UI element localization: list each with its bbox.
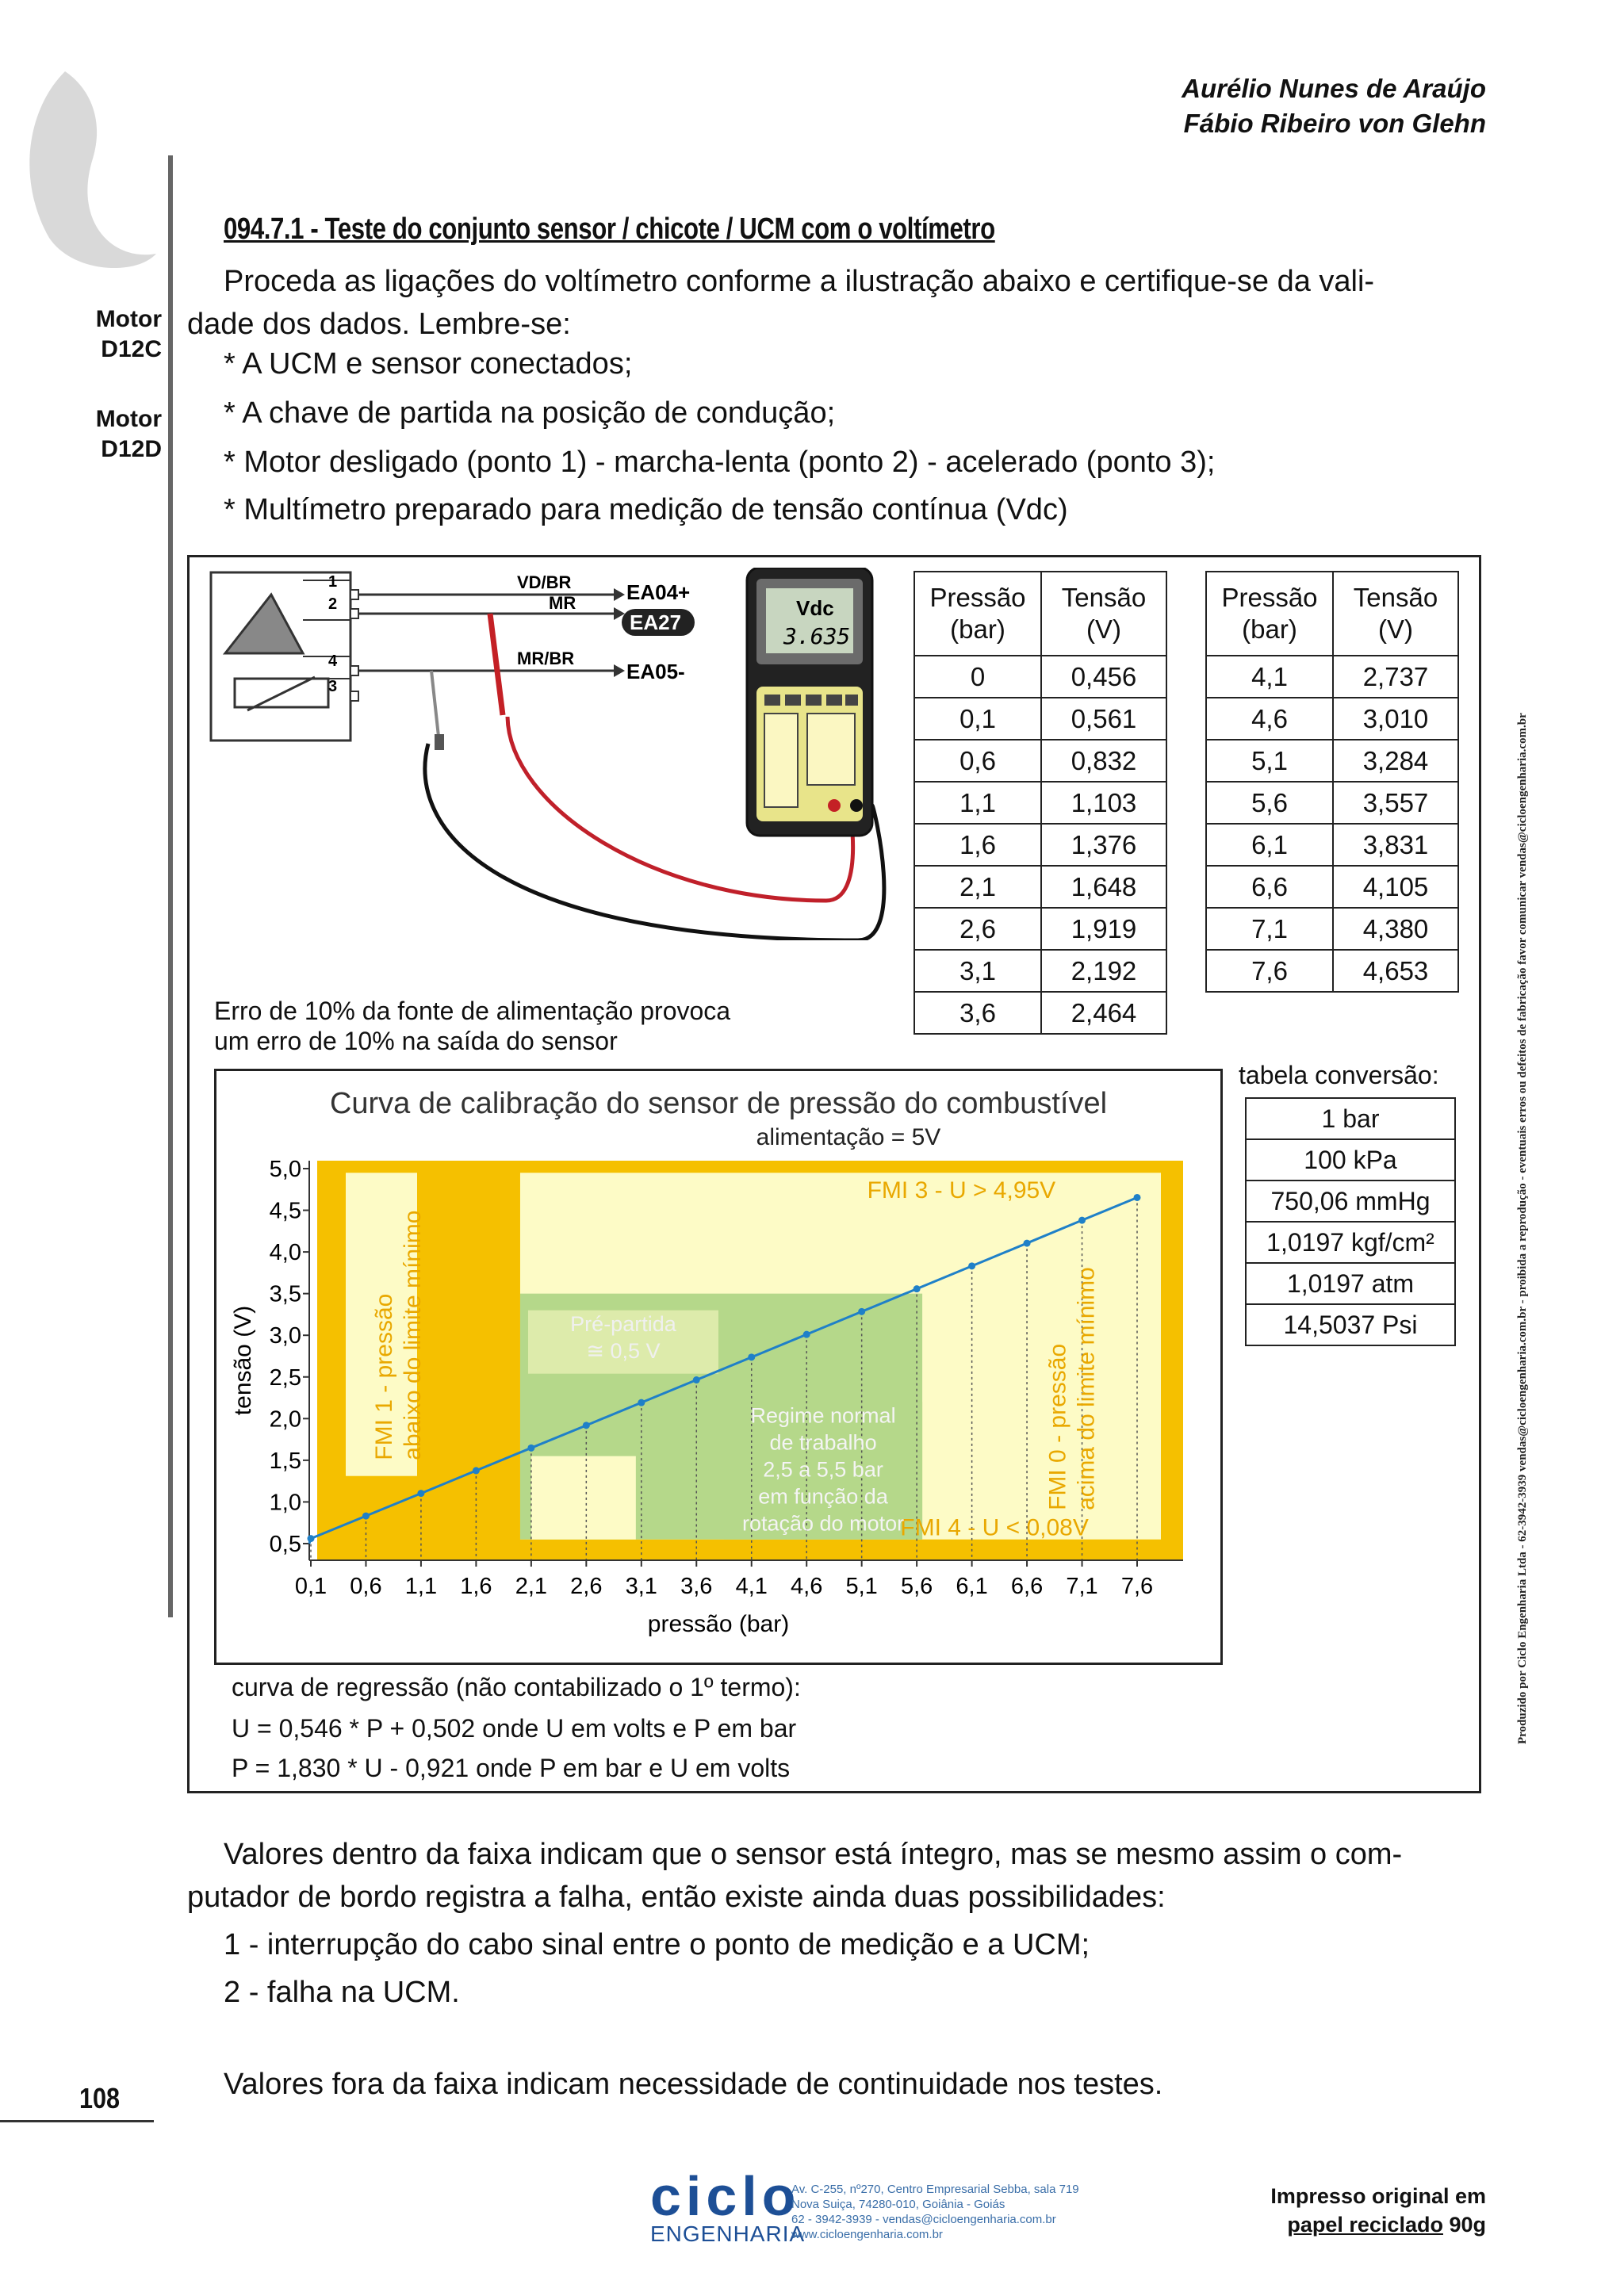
pin-label: 4: [328, 652, 338, 670]
regression-title: curva de regressão (não contabilizado o 1º termo):: [232, 1673, 801, 1701]
data-point: [362, 1513, 370, 1520]
body-paragraph: Valores dentro da faixa indicam que o sensor está íntegro, mas se mesmo assim o com-: [224, 1838, 1403, 1871]
logo-word: ciclo: [650, 2165, 801, 2227]
body-paragraph: putador de bordo registra a falha, então existe ainda duas possibilidades:: [187, 1881, 1166, 1914]
body-list-item: 2 - falha na UCM.: [224, 1976, 460, 2009]
y-axis-label: tensão (V): [230, 1305, 256, 1416]
x-tick-label: 3,1: [625, 1574, 657, 1599]
x-tick-label: 6,6: [1010, 1574, 1044, 1599]
prepartida-label: Pré-partida ≅ 0,5 V: [570, 1311, 676, 1363]
table-row: 0 0,456: [914, 656, 1166, 698]
checklist-item: * A UCM e sensor conectados;: [224, 347, 633, 381]
checklist-item: * A chave de partida na posição de condução;: [224, 396, 836, 430]
y-tick-label: 2,0: [269, 1406, 301, 1433]
y-tick-label: 3,0: [269, 1323, 301, 1349]
author-name: Fábio Ribeiro von Glehn: [1183, 109, 1486, 138]
table-pressure-voltage-low: [914, 571, 1167, 1035]
x-tick-label: 6,1: [956, 1574, 988, 1599]
wire-label: MR: [549, 593, 576, 613]
wire-label: VD/BR: [517, 572, 572, 592]
x-tick-label: 7,1: [1066, 1574, 1098, 1599]
pin-label: 3: [328, 678, 338, 695]
regression-equation: U = 0,546 * P + 0,502 onde U em volts e P em bar: [232, 1714, 797, 1743]
x-tick-label: 7,6: [1120, 1574, 1154, 1599]
table-row: 6,1 3,831: [1206, 824, 1458, 866]
chart-title: Curva de calibração do sensor de pressão do combustível: [329, 1087, 1108, 1120]
chart-subtitle: alimentação = 5V: [756, 1124, 941, 1150]
column-header: Pressão (bar): [1206, 572, 1333, 656]
regression-equation: P = 1,830 * U - 0,921 onde P em bar e U em volts: [232, 1754, 791, 1782]
fmi4-label: FMI 4 - U < 0,08V: [900, 1514, 1089, 1541]
copyright-vertical-note: Produzido por Ciclo Engenharia Ltda - 62-3942-3939 vendas@cicloengenharia.com.br - proibida a reprodução - eventuais erros ou defeitos de fabricação favor comunicar vendas@cicloengenharia.com.br: [1516, 713, 1529, 1744]
checklist-item: * Motor desligado (ponto 1) - marcha-lenta (ponto 2) - acelerado (ponto 3);: [224, 446, 1216, 479]
data-point: [803, 1331, 810, 1338]
fmi0-label: FMI 0 - pressão acima do limite mínimo: [1044, 1267, 1100, 1510]
y-tick-label: 4,5: [269, 1198, 301, 1224]
data-point: [638, 1399, 645, 1406]
data-point: [1024, 1240, 1031, 1247]
x-tick-label: 1,1: [404, 1574, 438, 1599]
x-tick-label: 2,1: [515, 1574, 548, 1599]
publisher-logo-mark: [17, 63, 176, 277]
signal-tag: EA05-: [626, 660, 685, 683]
x-tick-label: 0,6: [350, 1574, 382, 1599]
table-row: 2,1 1,648: [914, 866, 1166, 908]
column-header: Tensão (V): [1333, 572, 1458, 656]
table-row: 7,6 4,653: [1206, 950, 1458, 992]
data-point: [417, 1490, 424, 1497]
data-point: [527, 1445, 534, 1452]
x-tick-label: 2,6: [570, 1574, 603, 1599]
wire-label: MR/BR: [517, 649, 575, 668]
table-row: 0,6 0,832: [914, 740, 1166, 782]
y-tick-label: 5,0: [269, 1157, 301, 1182]
y-tick-label: 1,5: [269, 1448, 301, 1474]
checklist-item: * Multímetro preparado para medição de tensão contínua (Vdc): [224, 493, 1068, 526]
table-row: 1,6 1,376: [914, 824, 1166, 866]
table-row: 0,1 0,561: [914, 698, 1166, 740]
table-row: 100 kPa: [1246, 1139, 1455, 1181]
table-row: 2,6 1,919: [914, 908, 1166, 950]
table-row: 7,1 4,380: [1206, 908, 1458, 950]
body-paragraph: Valores fora da faixa indicam necessidade de continuidade nos testes.: [224, 2068, 1163, 2101]
signal-tag: EA27: [630, 610, 682, 634]
meter-unit: Vdc: [796, 596, 834, 620]
y-tick-label: 1,0: [269, 1490, 301, 1516]
column-header: Pressão (bar): [914, 572, 1041, 656]
data-point: [1078, 1217, 1086, 1224]
table-row: 4,1 2,737: [1206, 656, 1458, 698]
page-number: 108: [79, 2082, 121, 2114]
y-tick-label: 4,0: [269, 1240, 301, 1266]
logo-subtitle: ENGENHARIA: [650, 2221, 806, 2246]
data-point: [693, 1376, 700, 1383]
data-point: [583, 1422, 590, 1429]
table-row: 1,0197 atm: [1246, 1263, 1455, 1304]
x-axis-label: pressão (bar): [647, 1611, 790, 1637]
section-title: 094.7.1 - Teste do conjunto sensor / chicote / UCM com o voltímetro: [224, 212, 995, 246]
page-number-rule: [0, 2120, 154, 2122]
data-point: [968, 1262, 975, 1269]
fmi1-label: FMI 1 - pressão abaixo do limite mínimo: [371, 1210, 426, 1460]
authors: [1182, 71, 1486, 141]
table-pressure-voltage-high: [1205, 571, 1459, 993]
signal-tag: EA04+: [626, 580, 691, 604]
intro-line: Proceda as ligações do voltímetro conforme a ilustração abaixo e certifique-se da vali-: [224, 265, 1375, 298]
data-point: [748, 1353, 755, 1360]
column-header: Tensão (V): [1041, 572, 1166, 656]
x-tick-label: 5,1: [845, 1574, 878, 1599]
red-probe: [490, 614, 503, 715]
pin-label: 1: [328, 573, 338, 591]
table-row: 3,6 2,464: [914, 992, 1166, 1034]
x-tick-label: 5,6: [900, 1574, 933, 1599]
table-row: 1 bar: [1246, 1098, 1455, 1139]
regime-label: Regime normal de trabalho 2,5 a 5,5 bar em função da rotação do motor: [741, 1403, 905, 1536]
intro-line: dade dos dados. Lembre-se:: [187, 308, 571, 341]
table-row: 5,1 3,284: [1206, 740, 1458, 782]
print-note: Impresso original em papel reciclado 90g: [1270, 2184, 1486, 2237]
table-row: 750,06 mmHg: [1246, 1181, 1455, 1222]
x-tick-label: 1,6: [460, 1574, 492, 1599]
x-tick-label: 4,6: [791, 1574, 823, 1599]
calibration-chart: [214, 1069, 1223, 1665]
table-row: 6,6 4,105: [1206, 866, 1458, 908]
data-point: [473, 1467, 480, 1474]
margin-rule: [168, 155, 173, 1617]
sidebar-motor-d12c: Motor D12C: [95, 306, 162, 362]
author-name: Aurélio Nunes de Araújo: [1182, 74, 1486, 103]
meter-reading: 3.635: [783, 623, 851, 649]
table-row: 14,5037 Psi: [1246, 1304, 1455, 1345]
conversion-table: [1245, 1097, 1456, 1346]
y-tick-label: 3,5: [269, 1281, 301, 1307]
table-row: 1,0197 kgf/cm²: [1246, 1222, 1455, 1263]
wiring-diagram: [208, 568, 921, 940]
table-row: 5,6 3,557: [1206, 782, 1458, 824]
x-tick-label: 0,1: [294, 1574, 327, 1599]
table-row: 3,1 2,192: [914, 950, 1166, 992]
footer-address: Av. C-255, nº270, Centro Empresarial Sebba, sala 719 Nova Suiça, 74280-010, Goiânia - Goiás 62 - 3942-3939 - vendas@cicloengenharia.com.br www.cicloengenharia.com.br: [791, 2183, 1079, 2241]
lower-valid-zone: [531, 1456, 636, 1540]
black-probe: [431, 671, 439, 744]
y-tick-label: 2,5: [269, 1364, 301, 1391]
y-tick-label: 0,5: [269, 1531, 301, 1557]
fmi3-label: FMI 3 - U > 4,95V: [867, 1177, 1056, 1203]
data-point: [308, 1535, 315, 1542]
footer-logo: [650, 2165, 806, 2247]
data-point: [914, 1285, 921, 1292]
sidebar-motor-d12d: Motor D12D: [95, 406, 162, 462]
x-tick-label: 3,6: [680, 1574, 713, 1599]
conversion-title: tabela conversão:: [1239, 1061, 1439, 1089]
table-row: 4,6 3,010: [1206, 698, 1458, 740]
error-note: Erro de 10% da fonte de alimentação provoca um erro de 10% na saída do sensor: [214, 997, 731, 1055]
data-point: [1134, 1194, 1141, 1201]
body-list-item: 1 - interrupção do cabo sinal entre o ponto de medição e a UCM;: [224, 1928, 1090, 1961]
table-row: 1,1 1,103: [914, 782, 1166, 824]
pin-label: 2: [328, 595, 338, 613]
data-point: [858, 1308, 865, 1315]
x-tick-label: 4,1: [735, 1574, 768, 1599]
